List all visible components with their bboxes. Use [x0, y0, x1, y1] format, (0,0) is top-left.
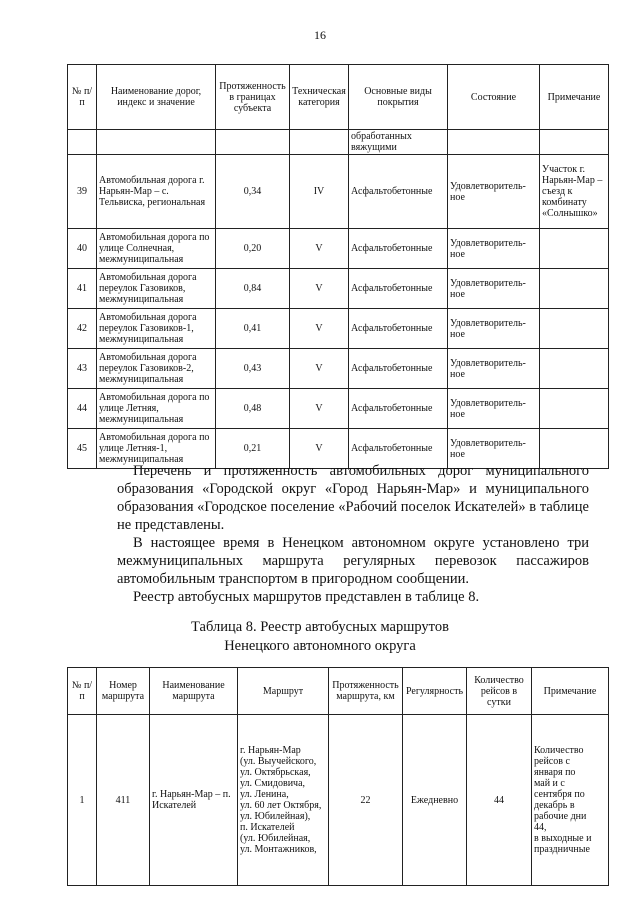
row-name: Автомобильная дорога по улице Летняя-1, межмуниципальная — [97, 429, 216, 469]
row-surface: Асфальтобетонные — [349, 229, 448, 269]
row-route-length: 22 — [329, 715, 403, 886]
note-line: рейсов с — [534, 756, 570, 767]
header-route-number: Номер маршрута — [97, 668, 150, 715]
row-name: Автомобильная дорога переулок Газовиков-2, межмуниципальная — [97, 349, 216, 389]
caption-line-1: Таблица 8. Реестр автобусных маршрутов — [191, 619, 449, 635]
routes-table-header — [68, 668, 609, 715]
route-line: п. Искателей — [240, 822, 295, 833]
header-note: Примечание — [532, 668, 609, 715]
route-line: г. Нарьян-Мар — [240, 745, 301, 756]
row-num: 39 — [68, 155, 97, 229]
row-state: Удовлетворитель-ное — [448, 349, 540, 389]
paragraph-roads-absent: Перечень и протяженность автомобильных дорог муниципального образования «Городской округ «Город Нарьян-Мар» и муниципального образования «Городское поселение «Рабочий поселок Искателей» в таблице не представлены. — [117, 463, 589, 533]
roads-table — [67, 64, 609, 469]
note-line: май и с — [534, 778, 565, 789]
row-note — [540, 389, 609, 429]
header-num: № п/п — [68, 65, 97, 130]
header-trips: Количество рейсов в сутки — [467, 668, 532, 715]
row-name: Автомобильная дорога по улице Летняя, межмуниципальная — [97, 389, 216, 429]
row-category: V — [290, 429, 349, 469]
note-line: декабрь в — [534, 800, 575, 811]
route-line: ул. Смидовича, — [240, 778, 306, 789]
row-state: Удовлетворитель-ное — [448, 429, 540, 469]
header-route-name: Наименование маршрута — [150, 668, 238, 715]
row-num: 45 — [68, 429, 97, 469]
row-route-name: г. Нарьян-Мар – п. Искателей — [150, 715, 238, 886]
header-name: Наименование дорог, индекс и значение — [97, 65, 216, 130]
row-num: 44 — [68, 389, 97, 429]
roads-table-header — [68, 65, 609, 130]
row-category: V — [290, 309, 349, 349]
row-route-path — [238, 715, 329, 886]
row-surface: Асфальтобетонные — [349, 155, 448, 229]
route-line: ул. Октябрьская, — [240, 767, 311, 778]
header-regularity: Регулярность — [403, 668, 467, 715]
row-num: 43 — [68, 349, 97, 389]
header-route: Маршрут — [238, 668, 329, 715]
header-route-length: Протяженность маршрута, км — [329, 668, 403, 715]
header-state: Состояние — [448, 65, 540, 130]
header-note: Примечание — [540, 65, 609, 130]
table-row — [68, 349, 609, 389]
paragraph-registry-ref: Реестр автобусных маршрутов представлен в таблице 8. — [133, 589, 480, 605]
route-line: ул. Ленина, — [240, 789, 289, 800]
row-category: V — [290, 389, 349, 429]
row-num: 42 — [68, 309, 97, 349]
table-row — [68, 715, 609, 886]
row-length: 0,21 — [216, 429, 290, 469]
row-category: IV — [290, 155, 349, 229]
paragraph-routes-intro: В настоящее время в Ненецком автономном округе установлено три межмуниципальных маршрута регулярных перевозок пассажиров автомобильным транспортом в пригородном сообщении. — [117, 535, 589, 587]
routes-table — [67, 667, 609, 886]
route-line: (ул. Юбилейная, — [240, 833, 311, 844]
caption-line-2: Ненецкого автономного округа — [224, 638, 416, 654]
table-row — [68, 309, 609, 349]
note-line: рабочие дни — [534, 811, 587, 822]
row-state: Удовлетворитель-ное — [448, 269, 540, 309]
row-note — [540, 309, 609, 349]
row-state: Удовлетворитель-ное — [448, 155, 540, 229]
row-note — [540, 229, 609, 269]
table-caption — [0, 618, 640, 656]
row-name: Автомобильная дорога по улице Солнечная, межмуниципальная — [97, 229, 216, 269]
note-line: Количество — [534, 745, 584, 756]
row-length: 0,41 — [216, 309, 290, 349]
row-name: Автомобильная дорога переулок Газовиков-1, межмуниципальная — [97, 309, 216, 349]
row-note — [540, 269, 609, 309]
row-category: V — [290, 269, 349, 309]
row-length: 0,34 — [216, 155, 290, 229]
row-regularity: Ежедневно — [403, 715, 467, 886]
row-name: Автомобильная дорога переулок Газовиков, межмуниципальная — [97, 269, 216, 309]
row-surface: Асфальтобетонные — [349, 389, 448, 429]
header-num: № п/п — [68, 668, 97, 715]
row-num: 40 — [68, 229, 97, 269]
row-name: Автомобильная дорога г. Нарьян-Мар – с. Тельвиска, региональная — [97, 155, 216, 229]
header-surface: Основные виды покрытия — [349, 65, 448, 130]
row-route-number: 411 — [97, 715, 150, 886]
row-surface: Асфальтобетонные — [349, 309, 448, 349]
row-state: Удовлетворитель-ное — [448, 309, 540, 349]
header-length: Протяженность в границах субъекта — [216, 65, 290, 130]
row-num: 1 — [68, 715, 97, 886]
note-line: сентября по — [534, 789, 585, 800]
note-line: праздничные — [534, 844, 590, 855]
note-line: 44, — [534, 822, 547, 833]
row-state: Удовлетворитель-ное — [448, 229, 540, 269]
row-note — [540, 349, 609, 389]
row-category: V — [290, 349, 349, 389]
row-length: 0,48 — [216, 389, 290, 429]
row-state: Удовлетворитель-ное — [448, 389, 540, 429]
route-line: ул. Юбилейная), — [240, 811, 311, 822]
row-length: 0,43 — [216, 349, 290, 389]
row-route-note — [532, 715, 609, 886]
row-length: 0,84 — [216, 269, 290, 309]
note-line: в выходные и — [534, 833, 592, 844]
row-category: V — [290, 229, 349, 269]
table-row — [68, 130, 609, 155]
table-row — [68, 229, 609, 269]
route-line: ул. Монтажников, — [240, 844, 317, 855]
row-trips: 44 — [467, 715, 532, 886]
route-line: ул. 60 лет Октября, — [240, 800, 322, 811]
row-note: Участок г. Нарьян-Мар – съезд к комбинату «Солнышко» — [540, 155, 609, 229]
route-line: (ул. Выучейского, — [240, 756, 317, 767]
row-length: 0,20 — [216, 229, 290, 269]
row-num: 41 — [68, 269, 97, 309]
table-row — [68, 269, 609, 309]
table-row — [68, 389, 609, 429]
row-surface: Асфальтобетонные — [349, 349, 448, 389]
header-category: Техническая категория — [290, 65, 349, 130]
table-row — [68, 155, 609, 229]
row-surface: Асфальтобетонные — [349, 429, 448, 469]
note-line: января по — [534, 767, 576, 778]
page-number: 16 — [314, 28, 326, 42]
continuation-cell: обработанных вяжущими — [349, 130, 448, 155]
row-surface: Асфальтобетонные — [349, 269, 448, 309]
